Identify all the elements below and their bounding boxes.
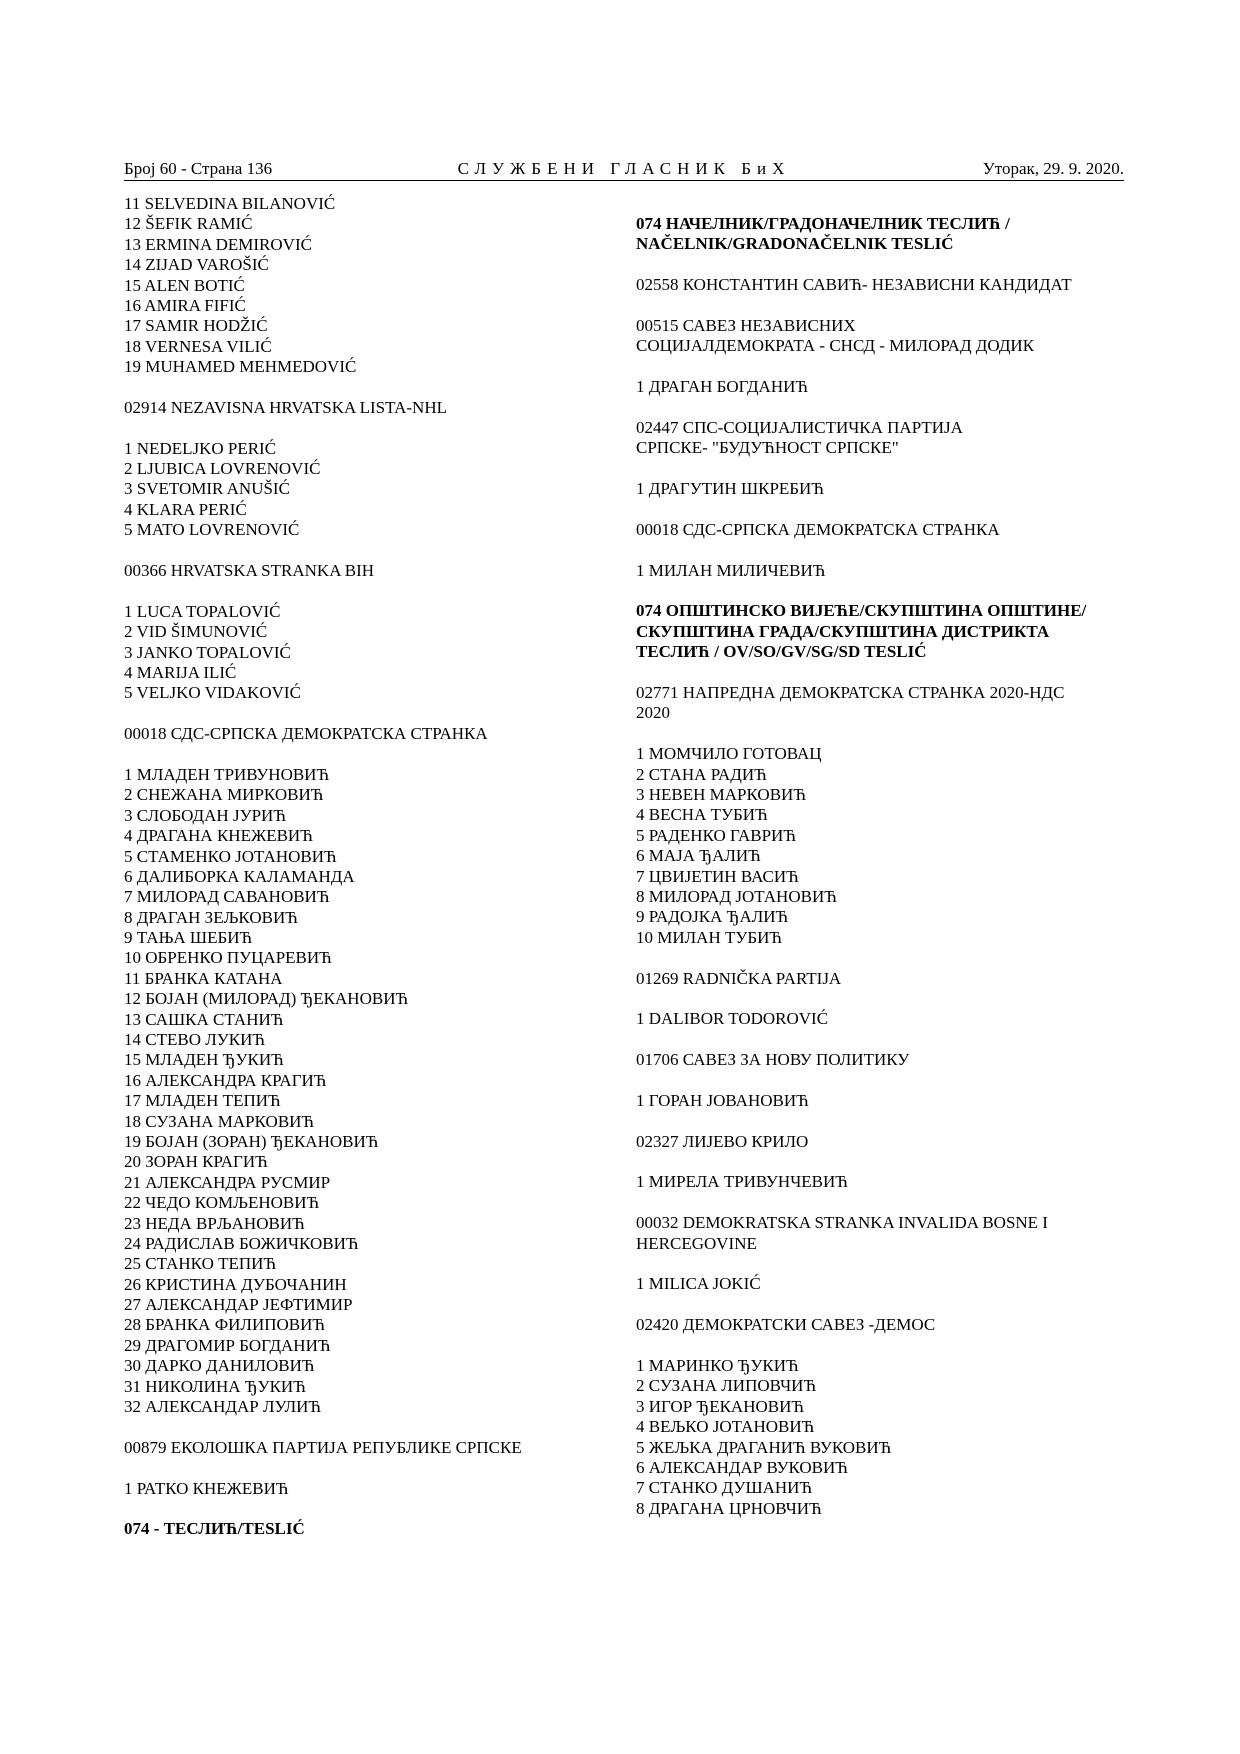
list-item: 01706 САВЕЗ ЗА НОВУ ПОЛИТИКУ: [636, 1050, 910, 1070]
spacer: [636, 663, 1096, 683]
list-item: 3 JANKO TOPALOVIĆ: [124, 642, 291, 662]
spacer: [124, 1499, 604, 1519]
list-item: 28 БРАНКА ФИЛИПОВИЋ: [124, 1315, 325, 1335]
list-item: 1 МИЛАН МИЛИЧЕВИЋ: [636, 560, 826, 580]
list-item: 7 МИЛОРАД САВАНОВИЋ: [124, 887, 330, 907]
list-item: 9 РАДОЈКА ЂАЛИЋ: [636, 907, 789, 927]
list-item: 5 VELJKO VIDAKOVIĆ: [124, 683, 301, 703]
list-item: 5 РАДЕНКО ГАВРИЋ: [636, 825, 796, 845]
list-item: 17 SAMIR HODŽIĆ: [124, 316, 268, 336]
list-item: 14 СТЕВО ЛУКИЋ: [124, 1030, 266, 1050]
spacer: [636, 357, 1096, 377]
section-heading: 074 НАЧЕЛНИК/ГРАДОНАЧЕЛНИК ТЕСЛИЋ / NAČELNIK/GRADONAČELNIK TESLIĆ: [636, 214, 1010, 254]
list-item: 5 ЖЕЉКА ДРАГАНИЋ ВУКОВИЋ: [636, 1437, 892, 1457]
list-item: 1 ДРАГАН БОГДАНИЋ: [636, 377, 808, 397]
list-item: 1 МИРЕЛА ТРИВУНЧЕВИЋ: [636, 1172, 848, 1192]
spacer: [636, 296, 1096, 316]
list-item: 3 SVETOMIR ANUŠIĆ: [124, 479, 290, 499]
list-item: 1 МАРИНКО ЂУКИЋ: [636, 1355, 799, 1375]
list-item: 16 АЛЕКСАНДРА КРАГИЋ: [124, 1070, 327, 1090]
list-item: 23 НЕДА ВРЉАНОВИЋ: [124, 1213, 305, 1233]
list-item: 17 МЛАДЕН ТЕПИЋ: [124, 1091, 281, 1111]
list-item: 6 ДАЛИБОРКА КАЛАМАНДА: [124, 866, 355, 886]
list-item: 2 СНЕЖАНА МИРКОВИЋ: [124, 785, 324, 805]
list-item: 10 ОБРЕНКО ПУЦАРЕВИЋ: [124, 948, 332, 968]
spacer: [636, 1030, 1096, 1050]
issue-date: Уторак, 29. 9. 2020.: [982, 159, 1124, 178]
list-item: 02327 ЛИЈЕВО КРИЛО: [636, 1131, 809, 1151]
list-item: 8 ДРАГАН ЗЕЉКОВИЋ: [124, 907, 298, 927]
list-item: 01269 RADNIČKA PARTIJA: [636, 968, 842, 988]
list-item: 15 МЛАДЕН ЂУКИЋ: [124, 1050, 284, 1070]
list-item: 18 VERNESA VILIĆ: [124, 336, 272, 356]
list-item: 12 ŠEFIK RAMIĆ: [124, 214, 253, 234]
spacer: [124, 418, 604, 438]
list-item: 30 ДАРКО ДАНИЛОВИЋ: [124, 1356, 315, 1376]
spacer: [636, 500, 1096, 520]
list-item: 7 ЦВИЈЕТИН ВАСИЋ: [636, 866, 799, 886]
list-item: 2020: [636, 703, 670, 723]
list-item: 4 ВЕСНА ТУБИЋ: [636, 805, 768, 825]
list-item: 13 САШКА СТАНИЋ: [124, 1009, 284, 1029]
list-item: 20 ЗОРАН КРАГИЋ: [124, 1152, 268, 1172]
list-item: 27 АЛЕКСАНДАР ЈЕФТИМИР: [124, 1295, 353, 1315]
spacer: [636, 1111, 1096, 1131]
spacer: [124, 581, 604, 601]
list-item: 02771 НАПРЕДНА ДЕМОКРАТСКА СТРАНКА 2020-НДС: [636, 683, 1065, 703]
list-item: 6 МАЈА ЂАЛИЋ: [636, 846, 761, 866]
spacer: [636, 459, 1096, 479]
list-item: 14 ZIJAD VAROŠIĆ: [124, 255, 269, 275]
list-item: 19 MUHAMED MEHMEDOVIĆ: [124, 357, 357, 377]
spacer: [636, 948, 1096, 968]
page-header: [124, 158, 1124, 181]
list-item: 9 ТАЊА ШЕБИЋ: [124, 928, 253, 948]
list-item: 16 AMIRA FIFIĆ: [124, 295, 246, 315]
list-item: 7 СТАНКО ДУШАНИЋ: [636, 1478, 813, 1498]
left-column: [124, 194, 604, 1540]
list-item: 1 NEDELJKO PERIĆ: [124, 438, 277, 458]
list-item: 10 МИЛАН ТУБИЋ: [636, 927, 783, 947]
list-item: 8 МИЛОРАД ЈОТАНОВИЋ: [636, 886, 837, 906]
list-item: HERCEGOVINE: [636, 1233, 757, 1253]
spacer: [636, 398, 1096, 418]
spacer: [124, 378, 604, 398]
list-item: 13 ERMINA DEMIROVIĆ: [124, 234, 312, 254]
section-heading: 074 - ТЕСЛИЋ/TESLIĆ: [124, 1519, 305, 1539]
list-item: 02420 ДЕМОКРАТСКИ САВЕЗ -ДЕМОС: [636, 1315, 936, 1335]
list-item: 31 НИКОЛИНА ЂУКИЋ: [124, 1376, 306, 1396]
spacer: [124, 1458, 604, 1478]
list-item: 21 АЛЕКСАНДРА РУСМИР: [124, 1172, 331, 1192]
list-item: 5 СТАМЕНКО ЈОТАНОВИЋ: [124, 846, 337, 866]
section-heading: 074 ОПШТИНСКО ВИЈЕЋЕ/СКУПШТИНА ОПШТИНЕ/СКУПШТИНА ГРАДА/СКУПШТИНА ДИСТРИКТА: [636, 601, 1087, 641]
list-item: 00366 HRVATSKA STRANKA BIH: [124, 561, 375, 581]
spacer: [636, 1070, 1096, 1090]
list-item: 1 ГОРАН ЈОВАНОВИЋ: [636, 1090, 809, 1110]
spacer: [636, 1336, 1096, 1356]
spacer: [636, 581, 1096, 601]
spacer: [636, 1193, 1096, 1213]
list-item: 3 СЛОБОДАН ЈУРИЋ: [124, 805, 286, 825]
issue-page-number: Број 60 - Страна 136: [124, 159, 273, 178]
list-item: 4 ДРАГАНА КНЕЖЕВИЋ: [124, 826, 313, 846]
spacer: [124, 745, 604, 765]
list-item: 1 DALIBOR TODOROVIĆ: [636, 1009, 829, 1029]
list-item: 3 ИГОР ЂЕКАНОВИЋ: [636, 1396, 804, 1416]
list-item: 02914 NEZAVISNA HRVATSKA LISTA-NHL: [124, 397, 447, 417]
right-column: [636, 214, 1096, 1519]
list-item: 6 АЛЕКСАНДАР ВУКОВИЋ: [636, 1457, 848, 1477]
list-item: 2 СТАНА РАДИЋ: [636, 764, 767, 784]
spacer: [636, 1254, 1096, 1274]
gazette-title: СЛУЖБЕНИ ГЛАСНИК БиХ: [457, 159, 791, 178]
list-item: 11 SELVEDINA BILANOVIĆ: [124, 194, 336, 213]
list-item: 18 СУЗАНА МАРКОВИЋ: [124, 1111, 315, 1131]
spacer: [124, 704, 604, 724]
list-item: 1 МЛАДЕН ТРИВУНОВИЋ: [124, 764, 330, 784]
list-item: 3 НЕВЕН МАРКОВИЋ: [636, 785, 806, 805]
spacer: [636, 1295, 1096, 1315]
list-item: 24 РАДИСЛАВ БОЖИЧКОВИЋ: [124, 1233, 359, 1253]
list-item: 19 БОЈАН (ЗОРАН) ЂЕКАНОВИЋ: [124, 1131, 379, 1151]
list-item: 11 БРАНКА КАТАНА: [124, 968, 283, 988]
spacer: [636, 540, 1096, 560]
list-item: 12 БОЈАН (МИЛОРАД) ЂЕКАНОВИЋ: [124, 989, 409, 1009]
list-item: 5 MATO LOVRENOVIĆ: [124, 520, 300, 540]
list-item: 02558 КОНСТАНТИН САВИЋ- НЕЗАВИСНИ КАНДИДАТ: [636, 275, 1072, 295]
list-item: СОЦИЈАЛДЕМОКРАТА - СНСД - МИЛОРАД ДОДИК: [636, 336, 1035, 356]
list-item: 26 КРИСТИНА ДУБОЧАНИН: [124, 1274, 347, 1294]
list-item: 1 LUCA TOPALOVIĆ: [124, 601, 281, 621]
list-item: 00032 DEMOKRATSKA STRANKA INVALIDA BOSNE I: [636, 1213, 1048, 1233]
list-item: 00018 СДС-СРПСКА ДЕМОКРАТСКА СТРАНКА: [636, 519, 1000, 539]
list-item: 02447 СПС-СОЦИЈАЛИСТИЧКА ПАРТИЈА: [636, 417, 963, 437]
spacer: [636, 724, 1096, 744]
list-item: 8 ДРАГАНА ЦРНОВЧИЋ: [636, 1498, 822, 1518]
list-item: 1 MILICA JOKIĆ: [636, 1274, 761, 1294]
list-item: 4 KLARA PERIĆ: [124, 499, 247, 519]
spacer: [636, 1152, 1096, 1172]
list-item: 22 ЧЕДО КОМЉЕНОВИЋ: [124, 1193, 320, 1213]
list-item: 25 СТАНКО ТЕПИЋ: [124, 1254, 277, 1274]
list-item: 2 СУЗАНА ЛИПОВЧИЋ: [636, 1376, 817, 1396]
list-item: 2 LJUBICA LOVRENOVIĆ: [124, 459, 321, 479]
list-item: 00515 САВЕЗ НЕЗАВИСНИХ: [636, 315, 856, 335]
list-item: 1 МОМЧИЛО ГОТОВАЦ: [636, 744, 822, 764]
list-item: 1 ДРАГУТИН ШКРЕБИЋ: [636, 479, 824, 499]
list-item: 00018 СДС-СРПСКА ДЕМОКРАТСКА СТРАНКА: [124, 724, 488, 744]
list-item: 1 РАТКО КНЕЖЕВИЋ: [124, 1478, 289, 1498]
list-item: 4 MARIJA ILIĆ: [124, 662, 237, 682]
list-item: 15 ALEN BOTIĆ: [124, 275, 245, 295]
list-item: 4 ВЕЉКО ЈОТАНОВИЋ: [636, 1417, 815, 1437]
spacer: [124, 541, 604, 561]
list-item: 29 ДРАГОМИР БОГДАНИЋ: [124, 1335, 331, 1355]
section-heading: ТЕСЛИЋ / OV/SO/GV/SG/SD TESLIĆ: [636, 642, 927, 662]
list-item: 2 VID ŠIMUNOVIĆ: [124, 622, 268, 642]
list-item: 00879 ЕКОЛОШКА ПАРТИЈА РЕПУБЛИКЕ СРПСКЕ: [124, 1437, 522, 1457]
list-item: СРПСКЕ- "БУДУЋНОСТ СРПСКЕ": [636, 438, 899, 458]
spacer: [124, 1417, 604, 1437]
list-item: 32 АЛЕКСАНДАР ЛУЛИЋ: [124, 1397, 322, 1417]
spacer: [636, 989, 1096, 1009]
spacer: [636, 255, 1096, 275]
